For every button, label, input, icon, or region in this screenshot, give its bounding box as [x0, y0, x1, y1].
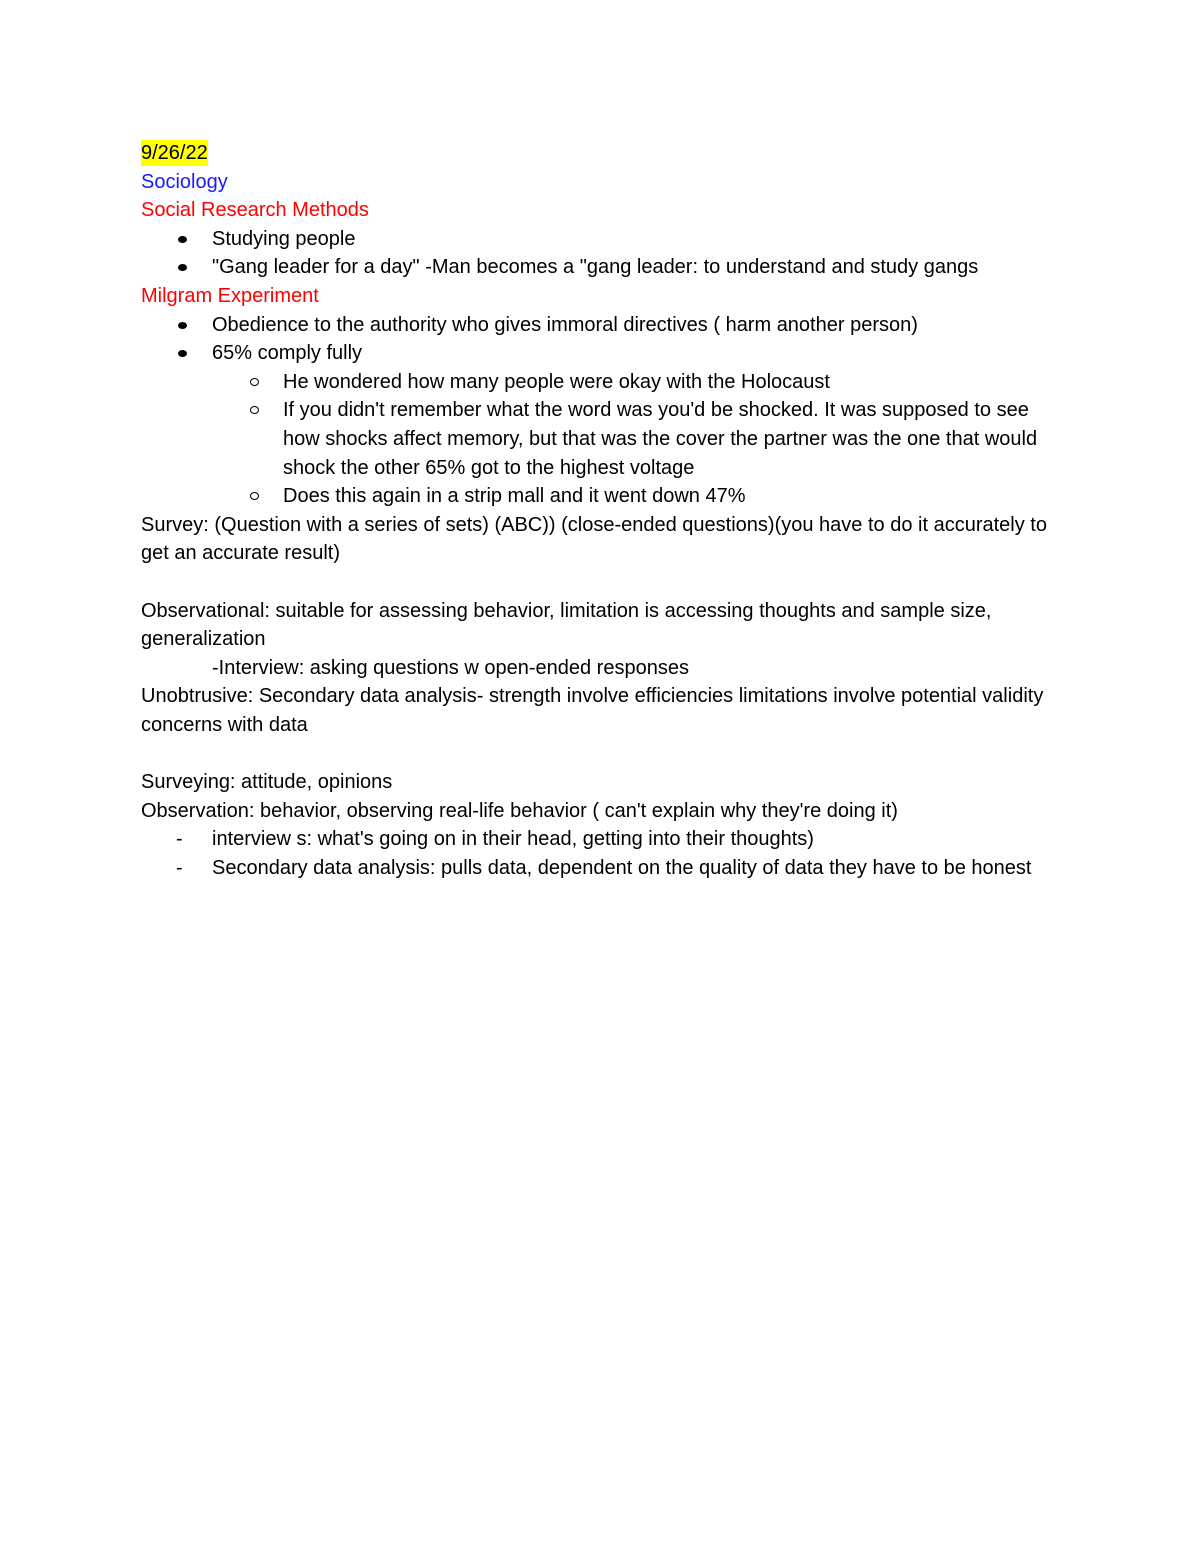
blank-line — [141, 568, 1071, 597]
observational-paragraph: Observational: suitable for assessing behavior, limitation is accessing thoughts and sample size, generalization — [141, 599, 992, 651]
document-page — [141, 139, 1071, 882]
milgram-bullets — [141, 311, 1071, 511]
list-item-text: "Gang leader for a day" -Man becomes a "gang leader: to understand and study gangs — [212, 256, 979, 279]
list-item-text: 65% comply fully — [212, 342, 363, 365]
list-item — [141, 311, 1071, 340]
dash-marker: - — [176, 828, 183, 851]
list-item-text: Obedience to the authority who gives immoral directives ( harm another person) — [212, 313, 918, 336]
sub-list-item-text: If you didn't remember what the word was you'd be shocked. It was supposed to see how shocks affect memory, but that was the cover the partner was the one that would shock the other 65% got to the highest voltage — [283, 399, 1038, 479]
sub-list-item — [141, 396, 1071, 482]
list-item-text: Studying people — [212, 227, 356, 250]
bullet-dot-icon — [178, 264, 187, 271]
observation-paragraph: Observation: behavior, observing real-life behavior ( can't explain why they're doing it) — [141, 799, 898, 822]
blank-line — [141, 739, 1071, 768]
bullet-circle-icon — [250, 492, 259, 500]
list-item-text: Secondary data analysis: pulls data, dependent on the quality of data they have to be honest — [212, 856, 1032, 879]
list-item — [141, 225, 1071, 254]
subject-heading: Sociology — [141, 170, 228, 193]
social-research-bullets — [141, 225, 1071, 282]
sub-list-item-text: He wondered how many people were okay with the Holocaust — [283, 370, 830, 393]
section-heading-milgram: Milgram Experiment — [141, 284, 319, 307]
section-heading-social-research: Social Research Methods — [141, 199, 369, 222]
bullet-dot-icon — [178, 236, 187, 243]
list-item — [141, 339, 1071, 368]
list-item — [141, 253, 1071, 282]
unobtrusive-paragraph: Unobtrusive: Secondary data analysis- strength involve efficiencies limitations involve potential validity concerns with data — [141, 685, 1044, 736]
survey-paragraph: Survey: (Question with a series of sets) (ABC)) (close-ended questions)(you have to do it accurately to get an accurate result) — [141, 513, 1047, 565]
date-highlight: 9/26/22 — [141, 142, 208, 164]
dash-marker: - — [176, 856, 183, 879]
date-line — [141, 139, 1071, 168]
interview-paragraph: -Interview: asking questions w open-ended responses — [212, 656, 689, 679]
sub-list-item-text: Does this again in a strip mall and it went down 47% — [283, 485, 746, 508]
sub-list-item — [141, 482, 1071, 511]
bullet-circle-icon — [250, 406, 259, 414]
bullet-circle-icon — [250, 378, 259, 386]
list-item — [141, 825, 1071, 854]
bullet-dot-icon — [178, 322, 187, 329]
bullet-dot-icon — [178, 350, 187, 357]
list-item — [141, 854, 1071, 883]
surveying-paragraph: Surveying: attitude, opinions — [141, 771, 393, 794]
dash-list — [141, 825, 1071, 882]
sub-list-item — [141, 368, 1071, 397]
list-item-text: interview s: what's going on in their head, getting into their thoughts) — [212, 828, 814, 851]
